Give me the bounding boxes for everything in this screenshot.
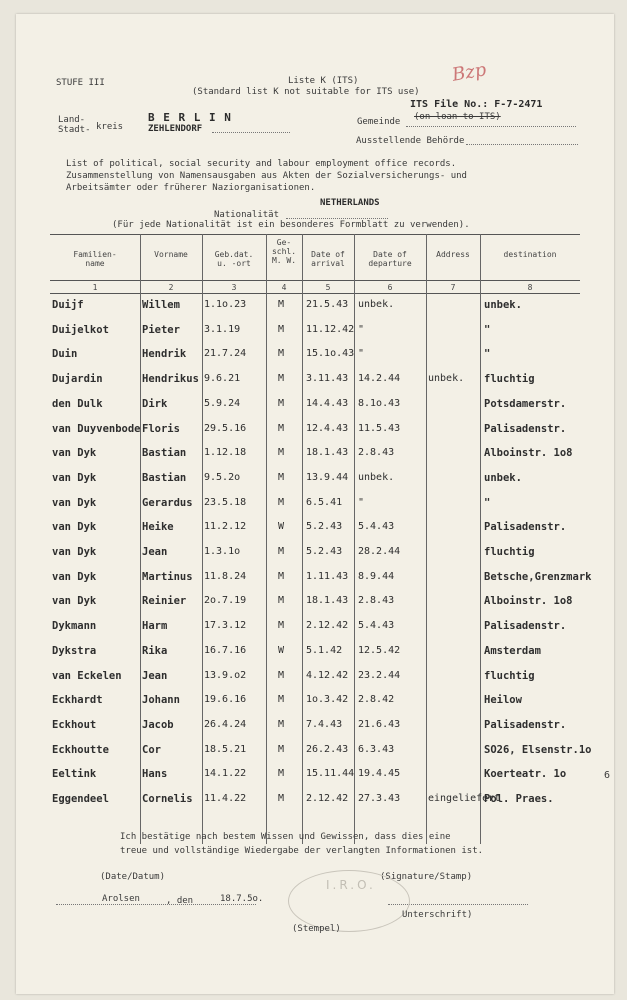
cell-departure: 2.8.43: [358, 447, 395, 459]
cell-sex: M: [278, 546, 285, 557]
cell-address: unbek.: [428, 373, 465, 385]
stadt-label: Stadt-: [58, 125, 91, 135]
cell-destination: SO26, Elsenstr.1o: [484, 743, 592, 756]
cell-familienname: Dykstra: [52, 644, 97, 657]
cell-destination: Alboinstr. 1o8: [484, 447, 573, 460]
header-rule: [50, 280, 580, 281]
cell-destination: ": [484, 323, 491, 336]
cell-birth: 1.1o.23: [204, 299, 247, 310]
its-file-number: ITS File No.: F-7-2471: [410, 99, 543, 110]
cell-vorname: Johann: [142, 694, 180, 707]
pencil-annotation: Bzp: [450, 59, 488, 86]
col-number-1: 1: [92, 283, 98, 292]
cell-birth: 5.9.24: [204, 397, 241, 409]
cell-vorname: Jean: [142, 669, 168, 682]
den-label: , den: [166, 896, 194, 906]
col-divider-2: [202, 234, 203, 844]
cell-departure: 5.4.43: [358, 521, 395, 533]
cell-departure: 12.5.42: [358, 644, 401, 656]
cell-arrival: 26.2.43: [306, 743, 349, 755]
city-name: B E R L I N: [148, 111, 232, 124]
col-header-familienname: Familien- name: [73, 250, 117, 268]
cell-familienname: Duijelkot: [52, 323, 109, 336]
cell-familienname: Duin: [52, 348, 78, 361]
cell-birth: 2o.7.19: [204, 595, 247, 607]
col-divider-3: [266, 234, 267, 844]
cell-sex: M: [278, 669, 285, 681]
col-number-4: 4: [281, 283, 287, 292]
cell-sex: M: [278, 694, 285, 706]
cell-vorname: Rika: [142, 644, 168, 657]
cell-sex: M: [278, 348, 285, 360]
cell-familienname: van Eckelen: [52, 669, 122, 682]
cell-birth: 14.1.22: [204, 768, 247, 780]
cell-vorname: Reinier: [142, 595, 187, 608]
cell-sex: M: [278, 793, 285, 804]
cell-vorname: Cor: [142, 743, 161, 756]
unterschrift-label: Unterschrift): [402, 910, 473, 920]
cell-birth: 13.9.o2: [204, 669, 247, 681]
confirmation-line-1: Ich bestätige nach bestem Wissen und Gewissen, dass dies eine: [120, 832, 451, 842]
col-header-geschlecht: Ge- schl. M. W.: [271, 238, 297, 265]
cell-familienname: Eggendeel: [52, 793, 109, 805]
cell-birth: 11.8.24: [204, 570, 247, 582]
confirmation-line-2: treue und vollständige Wiedergabe der verlangten Informationen ist.: [120, 846, 484, 856]
cell-arrival: 14.4.43: [306, 397, 349, 409]
cell-birth: 17.3.12: [204, 620, 247, 632]
cell-departure: unbek.: [358, 299, 395, 310]
cell-arrival: 5.1.42: [306, 644, 343, 656]
cell-destination: Potsdamerstr.: [484, 397, 567, 410]
col-number-8: 8: [527, 283, 533, 292]
stamp-text: I.R.O.: [326, 878, 376, 892]
cell-familienname: van Dyk: [52, 546, 97, 558]
date-dots: [56, 904, 256, 905]
cell-sex: M: [278, 323, 285, 335]
cell-destination: fluchtig: [484, 546, 535, 558]
cell-destination: unbek.: [484, 471, 522, 484]
number-rule: [50, 293, 580, 294]
col-number-6: 6: [387, 283, 393, 292]
liste-title: Liste K (ITS): [288, 76, 359, 86]
cell-departure: 28.2.44: [358, 546, 401, 557]
cell-destination: Koerteatr. 1o: [484, 768, 567, 781]
cell-departure: 2.8.42: [358, 694, 395, 706]
cell-sex: M: [278, 447, 285, 459]
cell-vorname: Jean: [142, 546, 168, 558]
cell-birth: 11.4.22: [204, 793, 247, 804]
cell-familienname: van Dyk: [52, 595, 97, 608]
cell-familienname: Dykmann: [52, 620, 97, 633]
ausstellende-dots: [466, 144, 578, 145]
cell-vorname: Bastian: [142, 447, 187, 460]
cell-arrival: 18.1.43: [306, 595, 349, 607]
col-divider-7: [480, 234, 481, 844]
col-header-arrival: Date of arrival: [311, 250, 345, 268]
cell-destination: Palisadenstr.: [484, 422, 567, 435]
cell-departure: 23.2.44: [358, 669, 401, 681]
cell-arrival: 12.4.43: [306, 422, 349, 434]
standard-note: (Standard list K not suitable for ITS use): [192, 87, 420, 97]
cell-sex: M: [278, 422, 285, 434]
cell-destination: Alboinstr. 1o8: [484, 595, 573, 608]
cell-departure: 27.3.43: [358, 793, 401, 804]
cell-destination: ": [484, 348, 491, 361]
cell-arrival: 5.2.43: [306, 521, 343, 533]
cell-arrival: 2.12.42: [306, 793, 349, 804]
cell-birth: 21.7.24: [204, 348, 247, 360]
cell-birth: 9.5.2o: [204, 471, 241, 483]
district-name: ZEHLENDORF: [148, 124, 203, 134]
cell-arrival: 2.12.42: [306, 620, 349, 632]
cell-destination: Palisadenstr.: [484, 620, 567, 633]
cell-arrival: 1o.3.42: [306, 694, 349, 706]
cell-vorname: Cornelis: [142, 793, 193, 805]
cell-sex: M: [278, 299, 285, 310]
cell-destination: Amsterdam: [484, 644, 541, 657]
table-top-border: [50, 234, 580, 235]
nationality-note: (Für jede Nationalität ist ein besonderes Formblatt zu verwenden).: [112, 220, 470, 230]
cell-birth: 3.1.19: [204, 323, 241, 335]
cell-departure: ": [358, 348, 365, 360]
cell-vorname: Hendrikus: [142, 373, 199, 386]
cell-familienname: van Dyk: [52, 496, 97, 509]
cell-destination: fluchtig: [484, 669, 535, 682]
cell-destination: Heilow: [484, 694, 522, 707]
cell-birth: 19.6.16: [204, 694, 247, 706]
cell-destination: unbek.: [484, 299, 522, 311]
cell-familienname: van Dyk: [52, 471, 97, 484]
cell-departure: 5.4.43: [358, 620, 395, 632]
cell-birth: 29.5.16: [204, 422, 247, 434]
cell-sex: M: [278, 570, 285, 582]
cell-departure: unbek.: [358, 471, 395, 483]
cell-birth: 23.5.18: [204, 496, 247, 508]
cell-arrival: 3.11.43: [306, 373, 349, 385]
cell-departure: 6.3.43: [358, 743, 395, 755]
description-line-3: Arbeitsämter oder früherer Naziorganisationen.: [66, 183, 316, 193]
cell-destination: Palisadenstr.: [484, 718, 567, 731]
stempel-label: (Stempel): [292, 924, 341, 934]
cell-vorname: Jacob: [142, 718, 174, 731]
cell-arrival: 11.12.42: [306, 323, 355, 335]
col-divider-4: [302, 234, 303, 844]
cell-vorname: Heike: [142, 521, 174, 534]
signing-place: Arolsen: [102, 894, 140, 904]
nationality-dots: [286, 218, 388, 219]
cell-arrival: 1.11.43: [306, 570, 349, 582]
cell-arrival: 13.9.44: [306, 471, 349, 483]
cell-arrival: 15.11.44: [306, 768, 355, 780]
col-number-7: 7: [450, 283, 456, 292]
cell-departure: 21.6.43: [358, 718, 401, 730]
cell-familienname: Eckhardt: [52, 694, 103, 707]
cell-vorname: Dirk: [142, 397, 168, 410]
cell-vorname: Hendrik: [142, 348, 187, 361]
document-page: [16, 14, 614, 994]
land-label: Land-: [58, 115, 86, 125]
col-header-address: Address: [436, 250, 470, 259]
signing-date: 18.7.5o.: [220, 894, 264, 904]
cell-arrival: 6.5.41: [306, 496, 343, 508]
col-number-3: 3: [231, 283, 237, 292]
cell-destination: Pol. Praes.: [484, 793, 554, 805]
cell-birth: 11.2.12: [204, 521, 247, 533]
col-header-departure: Date of departure: [368, 250, 412, 268]
cell-birth: 9.6.21: [204, 373, 241, 385]
cell-familienname: Eeltink: [52, 768, 97, 781]
gemeinde-dots: [406, 126, 576, 127]
cell-birth: 18.5.21: [204, 743, 247, 755]
cell-departure: 19.4.45: [358, 768, 401, 780]
cell-vorname: Bastian: [142, 471, 187, 484]
cell-familienname: van Dyk: [52, 447, 97, 460]
cell-address: eingeliefert: [428, 793, 501, 804]
cell-vorname: Floris: [142, 422, 180, 435]
col-divider-6: [426, 234, 427, 844]
nationality-value: NETHERLANDS: [320, 198, 380, 208]
nationality-label: Nationalität: [214, 210, 280, 220]
cell-destination: fluchtig: [484, 373, 535, 386]
cell-familienname: van Dyk: [52, 570, 97, 583]
cell-familienname: Dujardin: [52, 373, 103, 386]
cell-vorname: Harm: [142, 620, 168, 633]
col-header-destination: destination: [503, 250, 557, 259]
cell-familienname: van Dyk: [52, 521, 97, 534]
cell-sex: M: [278, 718, 285, 730]
date-label: (Date/Datum): [100, 872, 166, 882]
cell-familienname: Eckhout: [52, 718, 97, 731]
cell-familienname: den Dulk: [52, 397, 103, 410]
cell-sex: M: [278, 496, 285, 508]
cell-vorname: Hans: [142, 768, 168, 781]
cell-arrival: 15.1o.43: [306, 348, 355, 360]
cell-destination: Palisadenstr.: [484, 521, 567, 534]
ausstellende-label: Ausstellende Behörde: [356, 136, 465, 146]
kreis-label: kreis: [96, 122, 124, 132]
col-divider-1: [140, 234, 141, 844]
cell-sex: M: [278, 595, 285, 607]
cell-vorname: Martinus: [142, 570, 193, 583]
description-line-1: List of political, social security and labour employment office records.: [66, 159, 457, 169]
cell-vorname: Pieter: [142, 323, 180, 336]
on-loan-note: (on loan to ITS): [414, 112, 501, 122]
cell-birth: 1.3.1o: [204, 546, 241, 557]
gemeinde-label: Gemeinde: [357, 117, 401, 127]
cell-arrival: 5.2.43: [306, 546, 343, 557]
cell-destination: ": [484, 496, 491, 509]
cell-departure: 11.5.43: [358, 422, 401, 434]
cell-sex: M: [278, 620, 285, 632]
signature-label: (Signature/Stamp): [380, 872, 473, 882]
cell-birth: 16.7.16: [204, 644, 247, 656]
cell-departure: ": [358, 496, 365, 508]
cell-sex: W: [278, 644, 285, 656]
cell-arrival: 4.12.42: [306, 669, 349, 681]
cell-familienname: Eckhoutte: [52, 743, 109, 756]
description-line-2: Zusammenstellung von Namensausgaben aus Akten der Sozialversicherungs- und: [66, 171, 467, 181]
cell-familienname: van Duyvenbode: [52, 422, 141, 435]
cell-arrival: 7.4.43: [306, 718, 343, 730]
col-header-geb-dat: Geb.dat. u. -ort: [214, 250, 254, 268]
cell-arrival: 21.5.43: [306, 299, 349, 310]
cell-sex: M: [278, 373, 285, 385]
col-number-2: 2: [168, 283, 174, 292]
stufe-label: STUFE III: [56, 78, 105, 88]
cell-sex: M: [278, 743, 285, 755]
cell-sex: W: [278, 521, 285, 533]
cell-vorname: Gerardus: [142, 496, 193, 509]
cell-birth: 1.12.18: [204, 447, 247, 459]
cell-destination: Betsche,Grenzmark: [484, 570, 592, 583]
cell-arrival: 18.1.43: [306, 447, 349, 459]
col-header-vorname: Vorname: [154, 250, 188, 259]
cell-sex: M: [278, 471, 285, 483]
cell-familienname: Duijf: [52, 299, 84, 311]
cell-sex: M: [278, 768, 285, 780]
cell-sex: M: [278, 397, 285, 409]
cell-vorname: Willem: [142, 299, 180, 311]
col-number-5: 5: [325, 283, 331, 292]
cell-departure: 8.1o.43: [358, 397, 401, 409]
cell-birth: 26.4.24: [204, 718, 247, 730]
cell-departure: 2.8.43: [358, 595, 395, 607]
cell-departure: ": [358, 323, 365, 335]
district-dots: [212, 132, 290, 133]
cell-departure: 8.9.44: [358, 570, 395, 582]
margin-number: 6: [604, 770, 611, 781]
cell-departure: 14.2.44: [358, 373, 401, 385]
